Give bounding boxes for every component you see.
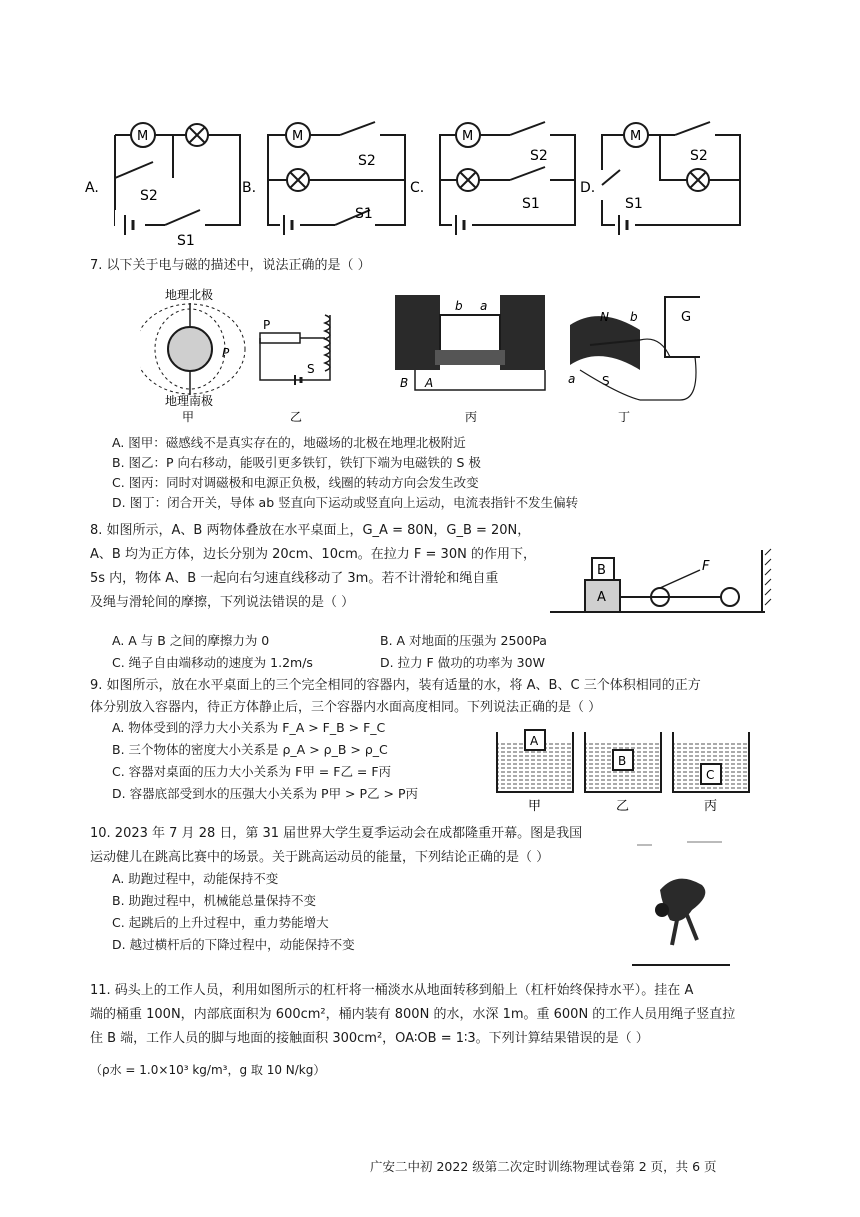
q6-circuit-svg — [0, 100, 860, 250]
q8-line2: A、B 均为正方体，边长分别为 20cm、10cm。在拉力 F = 30N 的作用下， — [90, 547, 536, 562]
q8-line3: 5s 内，物体 A、B 一起向右匀速直线移动了 3m。若不计滑轮和绳自重 — [90, 571, 499, 586]
q9-option-c[interactable]: C. 容器对桌面的压力大小关系为 F甲 = F乙 = F丙 — [112, 764, 392, 779]
q10-option-a[interactable]: A. 助跑过程中，动能保持不变 — [112, 871, 279, 886]
svg-text:乙: 乙 — [616, 799, 630, 814]
q7-stem: 7. 以下关于电与磁的描述中，说法正确的是（ ） — [90, 258, 371, 273]
container-jia — [497, 730, 573, 814]
q8-option-c[interactable]: C. 绳子自由端移动的速度为 1.2m/s — [112, 655, 313, 670]
svg-text:b: b — [630, 310, 638, 324]
svg-text:a: a — [480, 299, 488, 313]
fig-bing-motor — [395, 295, 545, 424]
svg-text:乙: 乙 — [290, 410, 303, 424]
container-yi — [585, 732, 661, 814]
q9-option-a[interactable]: A. 物体受到的浮力大小关系为 F_A > F_B > F_C — [112, 720, 386, 735]
svg-text:甲: 甲 — [182, 410, 195, 424]
page-footer: 广安二中初 2022 级第二次定时训练物理试卷第 2 页，共 6 页 — [370, 1159, 717, 1174]
fig-jia-earth-field — [140, 287, 245, 424]
svg-text:地理南极: 地理南极 — [165, 394, 214, 408]
q8-figure — [550, 540, 775, 620]
svg-text:S1: S1 — [522, 196, 540, 212]
q8-option-a[interactable]: A. A 与 B 之间的摩擦力为 0 — [112, 633, 270, 648]
highjump-athlete-icon — [632, 830, 732, 970]
svg-text:P: P — [222, 346, 230, 360]
svg-text:B: B — [400, 376, 409, 390]
svg-text:S: S — [602, 374, 610, 388]
svg-text:B: B — [597, 563, 606, 578]
q11-line3: 住 B 端，工作人员的脚与地面的接触面积 300cm²，OA∶OB = 1∶3。下列计算结果错误的是（ ） — [90, 1031, 649, 1046]
q8-line1: 8. 如图所示，A、B 两物体叠放在水平桌面上，G_A = 80N，G_B = 20N， — [90, 523, 531, 538]
q7-option-b[interactable]: B. 图乙：P 向右移动，能吸引更多铁钉，铁钉下端为电磁铁的 S 极 — [112, 455, 481, 470]
q10-option-d[interactable]: D. 越过横杆后的下降过程中，动能保持不变 — [112, 937, 355, 952]
svg-text:F: F — [702, 559, 710, 574]
svg-text:N: N — [600, 310, 609, 324]
svg-text:M: M — [137, 129, 149, 144]
circuit-b-letter: B. — [242, 180, 257, 196]
q11-line1: 11. 码头上的工作人员，利用如图所示的杠杆将一桶淡水从地面转移到船上（杠杆始终保持水平）。挂在 A — [90, 983, 694, 998]
svg-text:S1: S1 — [625, 196, 643, 212]
q9-line1: 9. 如图所示，放在水平桌面上的三个完全相同的容器内，装有适量的水，将 A、B、C 三个体积相同的正方 — [90, 678, 701, 693]
circuit-c — [410, 122, 575, 235]
q6-circuits — [0, 100, 860, 250]
circuit-d — [580, 122, 740, 235]
svg-text:丙: 丙 — [704, 799, 718, 814]
svg-text:地理北极: 地理北极 — [165, 288, 214, 302]
svg-text:B: B — [618, 754, 627, 768]
q7-figures — [140, 285, 700, 425]
svg-text:S1: S1 — [355, 206, 373, 222]
q11-line4: （ρ水 = 1.0×10³ kg/m³，g 取 10 N/kg） — [90, 1063, 326, 1077]
galvanometer-icon — [665, 297, 700, 357]
circuit-b — [242, 122, 405, 235]
svg-text:S1: S1 — [177, 233, 195, 249]
svg-text:A: A — [597, 590, 606, 605]
svg-text:M: M — [630, 129, 642, 144]
svg-text:P: P — [263, 318, 271, 332]
q10-option-c[interactable]: C. 起跳后的上升过程中，重力势能增大 — [112, 915, 329, 930]
pulley-icon — [721, 588, 739, 606]
earth-icon — [168, 327, 212, 371]
q8-option-b[interactable]: B. A 对地面的压强为 2500Pa — [380, 633, 547, 648]
svg-text:丁: 丁 — [618, 410, 631, 424]
q9-containers-svg — [495, 722, 755, 814]
q9-line2: 体分别放入容器内，待正方体静止后，三个容器内水面高度相同。下列说法正确的是（ ） — [90, 700, 602, 715]
svg-text:a: a — [568, 372, 576, 386]
q8-option-d[interactable]: D. 拉力 F 做功的功率为 30W — [380, 655, 545, 670]
svg-text:S: S — [307, 362, 315, 376]
q9-option-d[interactable]: D. 容器底部受到水的压强大小关系为 P甲 > P乙 > P丙 — [112, 786, 419, 801]
fig-yi-electromagnet — [260, 315, 330, 424]
svg-text:丙: 丙 — [465, 410, 478, 424]
svg-text:G: G — [681, 310, 692, 325]
circuit-c-letter: C. — [410, 180, 425, 196]
fig-ding-induction — [568, 297, 700, 424]
q7-option-a[interactable]: A. 图甲：磁感线不是真实存在的，地磁场的北极在地理北极附近 — [112, 435, 466, 450]
q7-option-c[interactable]: C. 图丙：同时对调磁极和电源正负极，线圈的转动方向会发生改变 — [112, 475, 479, 490]
q9-figure — [495, 722, 755, 814]
q9-option-b[interactable]: B. 三个物体的密度大小关系是 ρ_A > ρ_B > ρ_C — [112, 742, 388, 757]
svg-text:A: A — [530, 734, 539, 748]
q10-option-b[interactable]: B. 助跑过程中，机械能总量保持不变 — [112, 893, 317, 908]
q8-pulley-svg — [550, 540, 775, 620]
svg-text:b: b — [455, 299, 463, 313]
svg-text:甲: 甲 — [528, 799, 542, 814]
q10-line1: 10. 2023 年 7 月 28 日，第 31 届世界大学生夏季运动会在成都隆重开幕。图是我国 — [90, 826, 583, 841]
q11-line2: 端的桶重 100N，内部底面积为 600cm²，桶内装有 800N 的水，水深 1m。重 600N 的工作人员用绳子竖直拉 — [90, 1007, 736, 1022]
q10-line2: 运动健儿在跳高比赛中的场景。关于跳高运动员的能量，下列结论正确的是（ ） — [90, 850, 550, 865]
svg-text:S2: S2 — [358, 153, 376, 169]
svg-text:S2: S2 — [140, 188, 158, 204]
q8-line4: 及绳与滑轮间的摩擦，下列说法错误的是（ ） — [90, 595, 355, 610]
svg-text:M: M — [292, 129, 304, 144]
circuit-a-letter: A. — [85, 180, 99, 196]
q7-option-d[interactable]: D. 图丁：闭合开关，导体 ab 竖直向下运动或竖直向上运动，电流表指针不发生偏转 — [112, 495, 579, 510]
svg-text:C: C — [706, 768, 715, 782]
circuit-a — [85, 123, 240, 249]
q10-highjump-photo — [632, 830, 732, 970]
svg-text:M: M — [462, 129, 474, 144]
svg-text:A: A — [425, 376, 434, 390]
container-bing — [673, 732, 749, 814]
circuit-d-letter: D. — [580, 180, 596, 196]
svg-text:S2: S2 — [690, 148, 708, 164]
svg-text:S2: S2 — [530, 148, 548, 164]
q7-figures-svg — [140, 285, 700, 425]
